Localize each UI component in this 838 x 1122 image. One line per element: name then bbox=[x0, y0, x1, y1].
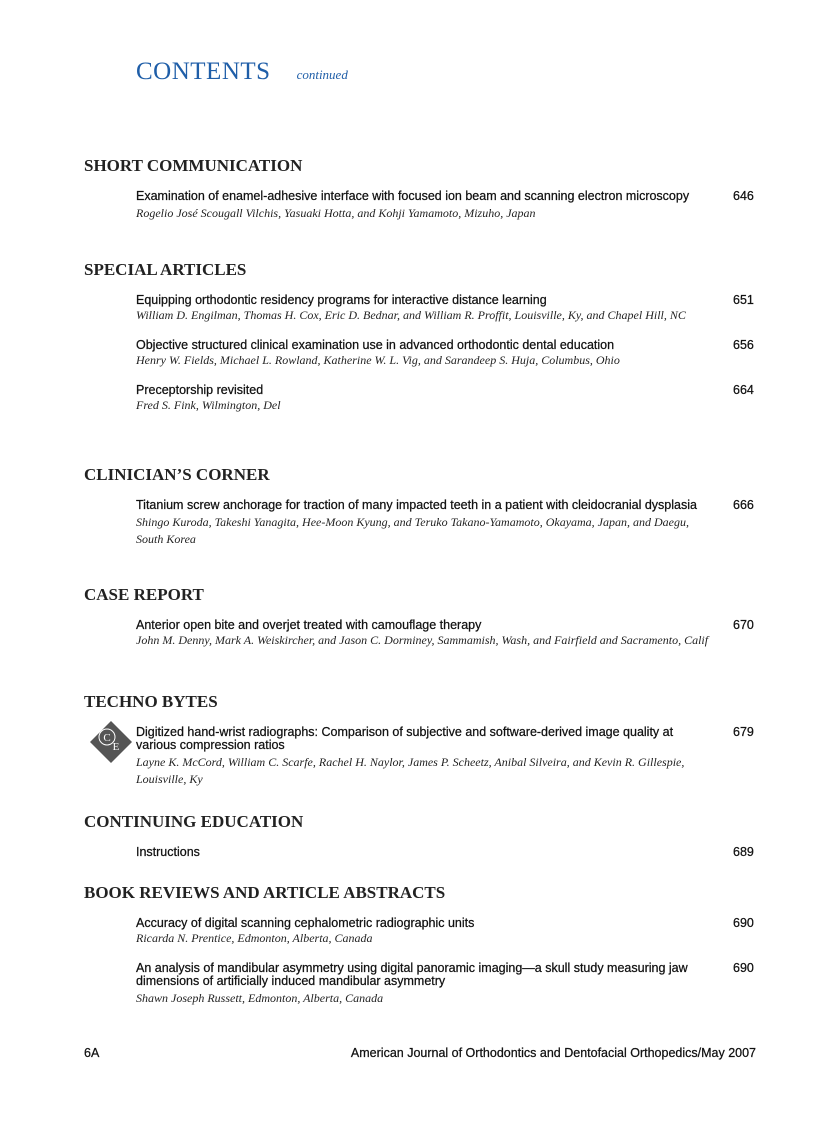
article-authors: William D. Engilman, Thomas H. Cox, Eric D. Bednar, and William R. Proffit, Louisville, Ky, and Chapel Hill, NC bbox=[136, 308, 686, 322]
page-number: 670 bbox=[733, 618, 754, 632]
ce-badge-e: E bbox=[112, 741, 120, 753]
section-title: TECHNO BYTES bbox=[84, 692, 218, 711]
page-number: 689 bbox=[733, 845, 754, 859]
toc-entry[interactable] bbox=[136, 338, 754, 369]
article-authors: Shawn Joseph Russett, Edmonton, Alberta, Canada bbox=[136, 991, 384, 1005]
article-authors: John M. Denny, Mark A. Weiskircher, and Jason C. Dorminey, Sammamish, Wash, and Fairfield and Sacramento, Calif bbox=[136, 633, 709, 647]
article-authors: Henry W. Fields, Michael L. Rowland, Katherine W. L. Vig, and Sarandeep S. Huja, Columbus, Ohio bbox=[136, 353, 620, 367]
section-short-communication bbox=[84, 156, 764, 222]
article-title[interactable]: Examination of enamel-adhesive interface with focused ion beam and scanning electron microscopy bbox=[136, 189, 690, 203]
toc-entry[interactable] bbox=[136, 618, 754, 649]
article-title[interactable]: An analysis of mandibular asymmetry using digital panoramic imaging—a skull study measuring jaw dimensions of artificially induced mandibular asymmetry bbox=[136, 961, 688, 988]
page-number: 679 bbox=[733, 725, 754, 739]
article-title[interactable]: Equipping orthodontic residency programs for interactive distance learning bbox=[136, 293, 547, 307]
section-title: CLINICIAN’S CORNER bbox=[84, 465, 270, 484]
ce-badge-c: C bbox=[103, 732, 111, 744]
toc-entry[interactable] bbox=[136, 916, 754, 947]
page-title: CONTENTS bbox=[136, 58, 271, 85]
toc-entry[interactable] bbox=[136, 293, 754, 324]
page-number: 651 bbox=[733, 293, 754, 307]
section-title: CASE REPORT bbox=[84, 585, 204, 604]
page-number: 666 bbox=[733, 498, 754, 512]
article-title[interactable]: Accuracy of digital scanning cephalometric radiographic units bbox=[136, 916, 475, 930]
article-title[interactable]: Digitized hand-wrist radiographs: Comparison of subjective and software-derived image quality at various compression ratios bbox=[136, 725, 674, 752]
page-number: 690 bbox=[733, 961, 754, 975]
section-continuing-education bbox=[84, 812, 764, 859]
article-authors: Ricarda N. Prentice, Edmonton, Alberta, Canada bbox=[136, 931, 373, 945]
ce-badge-diamond bbox=[90, 721, 132, 763]
toc-entry[interactable] bbox=[136, 189, 754, 222]
page-subtitle: continued bbox=[296, 67, 348, 82]
section-title: CONTINUING EDUCATION bbox=[84, 812, 304, 831]
section-title: SPECIAL ARTICLES bbox=[84, 260, 247, 279]
article-title[interactable]: Instructions bbox=[136, 845, 200, 859]
section-case-report bbox=[84, 585, 764, 649]
article-authors: Rogelio José Scougall Vilchis, Yasuaki Hotta, and Kohji Yamamoto, Mizuho, Japan bbox=[136, 206, 536, 220]
ce-credit-icon bbox=[89, 720, 133, 764]
page-number: 656 bbox=[733, 338, 754, 352]
section-title: BOOK REVIEWS AND ARTICLE ABSTRACTS bbox=[84, 883, 446, 902]
footer-journal-title: American Journal of Orthodontics and Dentofacial Orthopedics/May 2007 bbox=[350, 1046, 756, 1060]
page-number: 690 bbox=[733, 916, 754, 930]
article-title[interactable]: Objective structured clinical examination use in advanced orthodontic dental education bbox=[136, 338, 615, 352]
footer-page-number: 6A bbox=[84, 1046, 100, 1060]
article-authors: Layne K. McCord, William C. Scarfe, Rachel H. Naylor, James P. Scheetz, Anibal Silveira, and Kevin R. Gillespie, Louisville, Ky bbox=[136, 755, 685, 786]
section-clinicians-corner bbox=[84, 465, 764, 548]
article-authors: Fred S. Fink, Wilmington, Del bbox=[136, 398, 281, 412]
section-book-reviews bbox=[84, 883, 764, 1007]
section-special-articles bbox=[84, 260, 764, 414]
section-title: SHORT COMMUNICATION bbox=[84, 156, 303, 175]
section-techno-bytes bbox=[84, 692, 764, 788]
toc-entry[interactable] bbox=[136, 383, 754, 414]
toc-entry[interactable] bbox=[136, 961, 754, 1007]
article-title[interactable]: Preceptorship revisited bbox=[136, 383, 264, 397]
article-title[interactable]: Anterior open bite and overjet treated with camouflage therapy bbox=[136, 618, 482, 632]
toc-entry[interactable] bbox=[136, 845, 754, 859]
page-number: 664 bbox=[733, 383, 754, 397]
article-title[interactable]: Titanium screw anchorage for traction of many impacted teeth in a patient with cleidocranial dysplasia bbox=[136, 498, 697, 512]
article-authors: Shingo Kuroda, Takeshi Yanagita, Hee-Moon Kyung, and Teruko Takano-Yamamoto, Okayama, Japan, and Daegu, South Korea bbox=[136, 515, 690, 546]
page-number: 646 bbox=[733, 189, 754, 203]
contents-header bbox=[136, 58, 348, 86]
toc-entry[interactable] bbox=[103, 725, 754, 788]
toc-entry[interactable] bbox=[136, 498, 754, 548]
